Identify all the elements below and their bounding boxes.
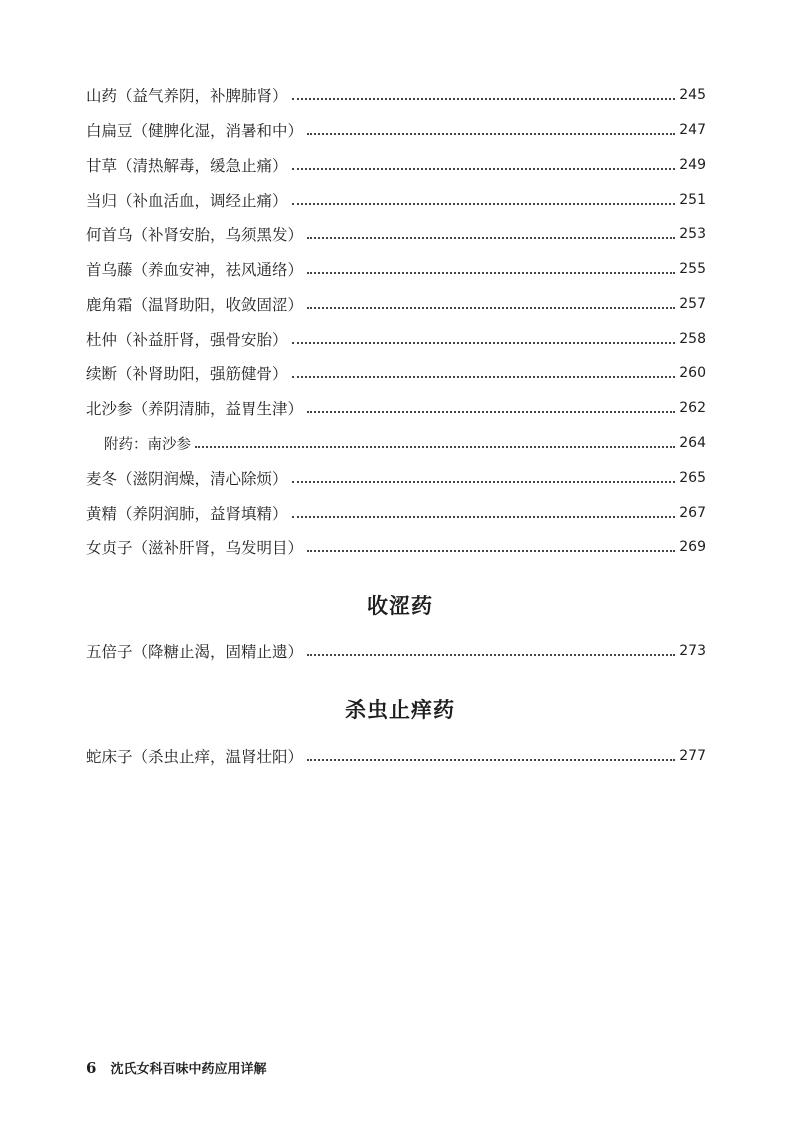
toc-entry[interactable] [86,118,706,142]
toc-entry[interactable] [86,466,706,490]
dot-leader [292,167,676,170]
dot-leader [307,236,675,239]
page-footer [86,1058,266,1077]
toc-entry-page: 247 [679,122,706,138]
toc-entry-page: 265 [679,470,706,486]
toc-entry-page: 264 [679,435,706,451]
dot-leader [307,132,675,135]
toc-entry-page: 260 [679,365,706,381]
section-heading: 杀虫止痒药 [345,697,455,722]
toc-entry-label: 黄精（养阴润肺，益肾填精） [86,505,288,523]
section-heading: 收涩药 [367,593,433,618]
toc-entry[interactable] [86,327,706,351]
toc-entry-label: 当归（补血活血，调经止痛） [86,192,288,210]
toc-entry-label: 蛇床子（杀虫止痒，温肾壮阳） [86,748,304,766]
toc-entry-page: 251 [679,192,706,208]
toc-entry[interactable] [86,396,706,420]
toc-entry[interactable] [86,222,706,246]
dot-leader [307,306,675,309]
dot-leader [195,445,675,448]
book-title: 沈氏女科百味中药应用详解 [110,1062,267,1077]
toc-entry[interactable] [86,535,706,559]
toc-entry-page: 262 [679,400,706,416]
toc-entry-page: 269 [679,539,706,555]
toc-entry-page: 267 [679,505,706,521]
toc-entry-label: 麦冬（滋阴润燥，清心除烦） [86,470,288,488]
toc-entry-page: 273 [679,643,706,659]
toc-entry-label: 续断（补肾助阳，强筋健骨） [86,365,288,383]
toc-entry-page: 253 [679,226,706,242]
toc-entry-page: 249 [679,157,706,173]
toc-entry-page: 245 [679,87,706,103]
toc-entry-label: 鹿角霜（温肾助阳，收敛固涩） [86,296,304,314]
toc-entry-page: 258 [679,331,706,347]
dot-leader [292,341,676,344]
toc-entry-label: 白扁豆（健脾化湿，消暑和中） [86,122,304,140]
toc-entry[interactable] [86,292,706,316]
page-number: 6 [86,1059,97,1077]
toc-entry-label: 甘草（清热解毒，缓急止痛） [86,157,288,175]
toc-sub-entry[interactable] [86,431,706,455]
toc-entry-page: 277 [679,748,706,764]
dot-leader [307,410,675,413]
toc-entry-label: 首乌藤（养血安神，祛风通络） [86,261,304,279]
toc-entry-page: 257 [679,296,706,312]
toc-entry[interactable] [86,501,706,525]
toc-entry[interactable] [86,153,706,177]
toc-entry[interactable] [86,361,706,385]
toc-entry[interactable] [86,257,706,281]
toc-entry-label: 杜仲（补益肝肾，强骨安胎） [86,331,288,349]
dot-leader [307,758,675,761]
dot-leader [307,549,675,552]
toc-entry-label: 女贞子（滋补肝肾，乌发明目） [86,539,304,557]
toc-entry[interactable] [86,744,706,768]
dot-leader [292,202,676,205]
toc-entry[interactable] [86,188,706,212]
dot-leader [292,515,676,518]
dot-leader [292,97,676,100]
toc-entry-page: 255 [679,261,706,277]
dot-leader [307,653,675,656]
toc-entry-label: 何首乌（补肾安胎，乌须黑发） [86,226,304,244]
toc-entry[interactable] [86,83,706,107]
toc-entry-label: 附药：南沙参 [104,436,191,453]
toc-entry[interactable] [86,639,706,663]
dot-leader [292,375,676,378]
toc-entry-label: 山药（益气养阴，补脾肺肾） [86,87,288,105]
toc-entry-label: 北沙参（养阴清肺，益胃生津） [86,400,304,418]
dot-leader [292,480,676,483]
dot-leader [307,271,675,274]
toc-entry-label: 五倍子（降糖止渴，固精止遗） [86,643,304,661]
